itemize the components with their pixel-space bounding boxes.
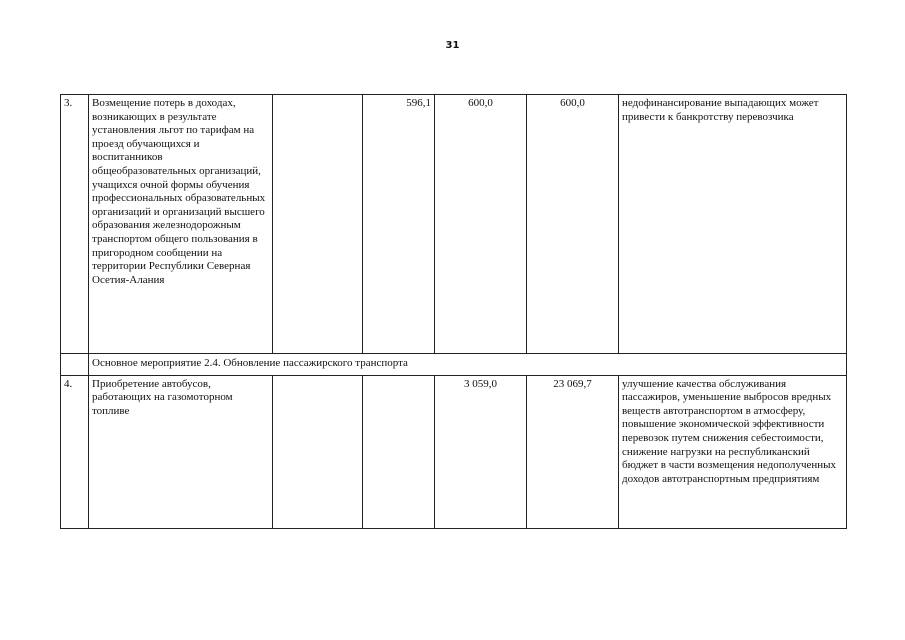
row-number: 4.	[61, 375, 89, 528]
section-heading-row	[61, 354, 847, 376]
cell-col6: 23 069,7	[527, 375, 619, 528]
cell-col3	[273, 95, 363, 354]
table-row	[61, 95, 847, 354]
cell-col5: 600,0	[435, 95, 527, 354]
cell-col3	[273, 375, 363, 528]
heading-empty-cell	[61, 354, 89, 376]
measure-name: Возмещение потерь в доходах, возникающих в результате установления льгот по тарифам на проезд обучающихся и воспитанников общеобразовательных организаций, учащихся очной формы обучения профессиональных образовательных организаций и организаций высшего образования железнодорожным транспортом общего пользования в пригородном сообщении на территории Республики Северная Осетия-Алания	[89, 95, 273, 354]
cell-col4: 596,1	[363, 95, 435, 354]
outcome-text: улучшение качества обслуживания пассажиров, уменьшение выбросов вредных веществ автотранспортом в атмосферу, повышение экономической эффективности перевозок путем снижения себестоимости, снижение нагрузки на республиканский бюджет в части возмещения недополученных доходов автотранспортным предприятиям	[619, 375, 847, 528]
page-number: 31	[445, 40, 460, 51]
section-heading: Основное мероприятие 2.4. Обновление пассажирского транспорта	[89, 354, 847, 376]
measure-name: Приобретение автобусов, работающих на газомоторном топливе	[89, 375, 273, 528]
table-row	[61, 375, 847, 528]
cell-col4	[363, 375, 435, 528]
outcome-text: недофинансирование выпадающих может привести к банкротству перевозчика	[619, 95, 847, 354]
cell-col5: 3 059,0	[435, 375, 527, 528]
row-number: 3.	[61, 95, 89, 354]
cell-col6: 600,0	[527, 95, 619, 354]
measures-table	[60, 94, 847, 529]
